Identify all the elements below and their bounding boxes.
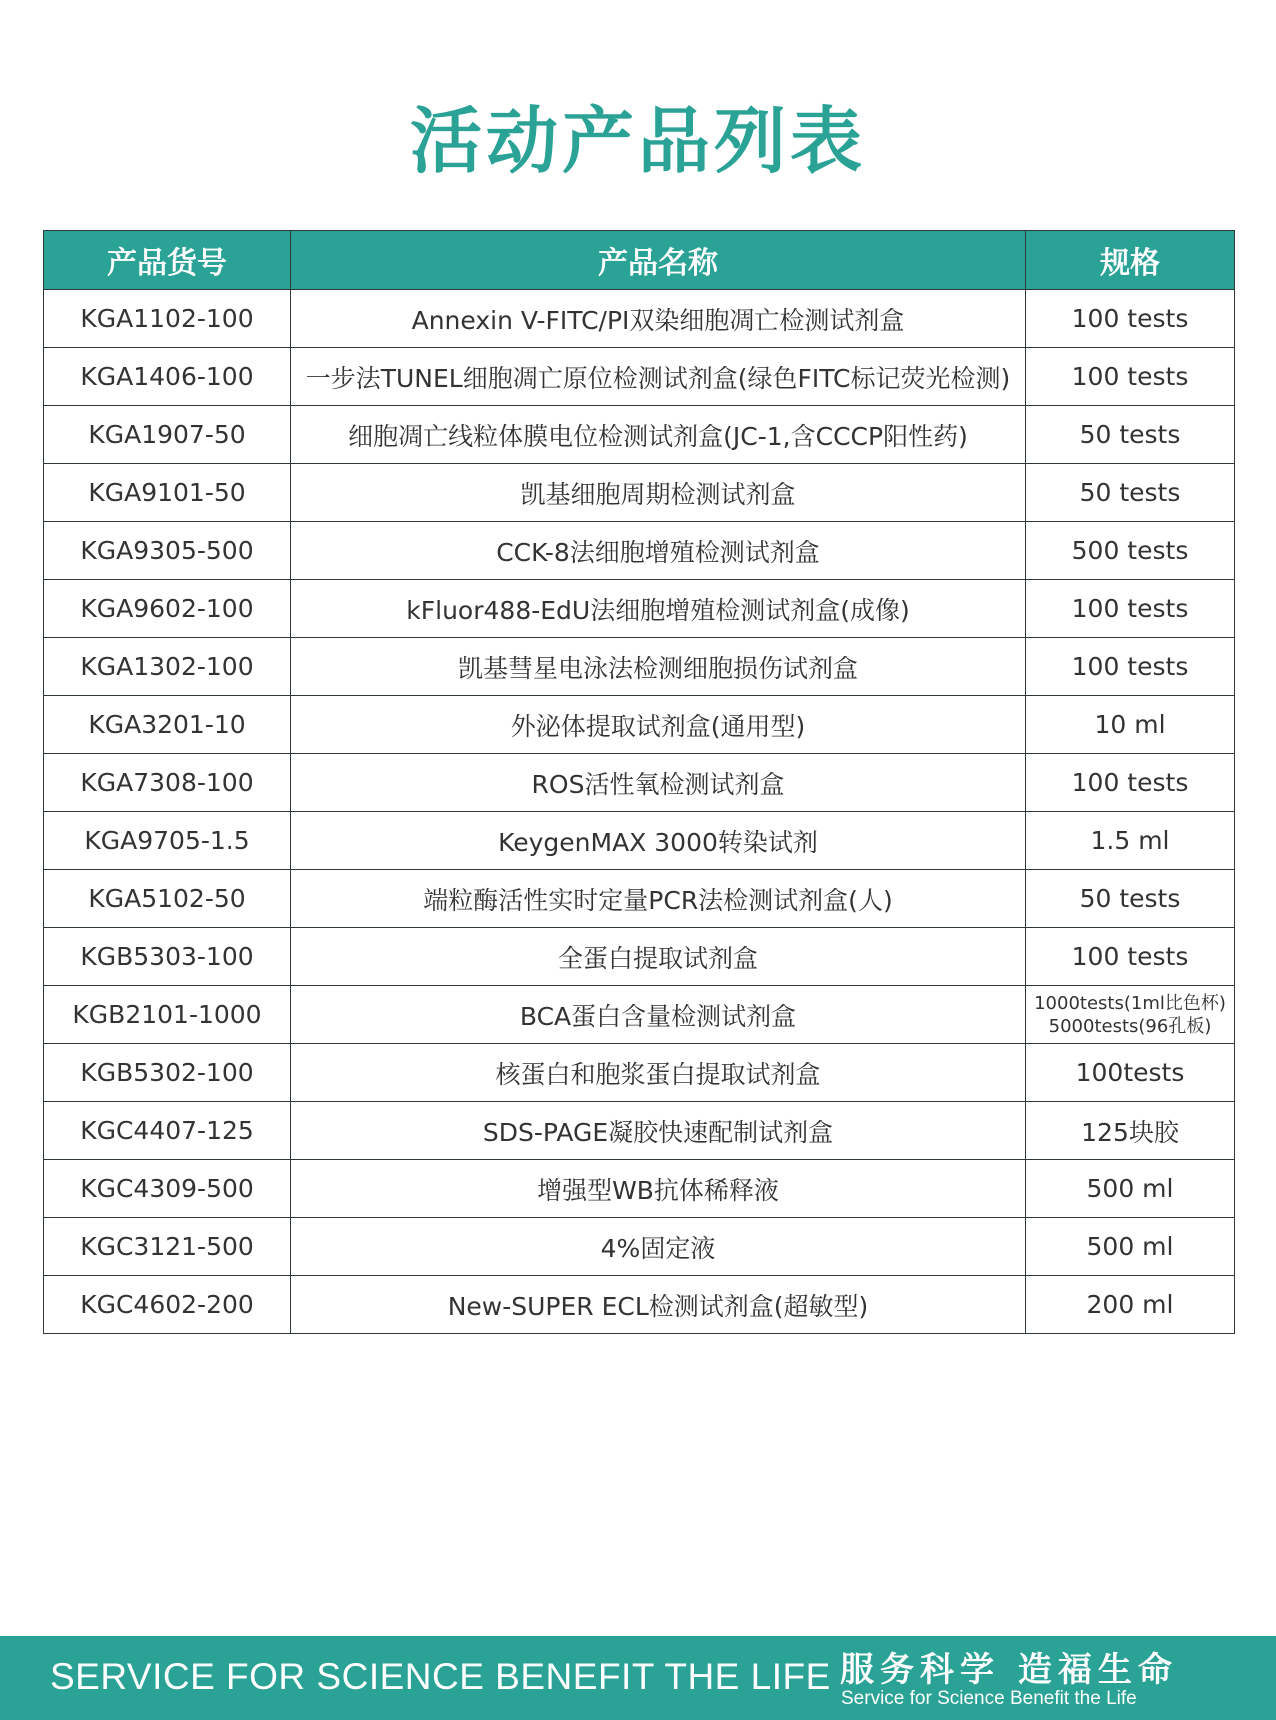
cell-product-code: KGC4309-500 xyxy=(44,1160,291,1218)
spec-line: 100 tests xyxy=(1071,652,1189,681)
cell-product-name: New-SUPER ECL检测试剂盒(超敏型) xyxy=(291,1276,1026,1334)
cell-product-code: KGA3201-10 xyxy=(44,696,291,754)
spec-line: 5000tests(96孔板) xyxy=(1048,1015,1212,1037)
table-row xyxy=(44,1218,1235,1276)
table-row xyxy=(44,348,1235,406)
cell-product-name: 凯基彗星电泳法检测细胞损伤试剂盒 xyxy=(291,638,1026,696)
cell-product-name: 一步法TUNEL细胞凋亡原位检测试剂盒(绿色FITC标记荧光检测) xyxy=(291,348,1026,406)
table-row xyxy=(44,812,1235,870)
table-header-row xyxy=(44,231,1235,290)
cell-spec xyxy=(1026,928,1235,986)
product-table xyxy=(43,230,1235,1334)
table-row xyxy=(44,638,1235,696)
spec-line: 100 tests xyxy=(1071,594,1189,623)
cell-product-code: KGA7308-100 xyxy=(44,754,291,812)
cell-product-code: KGA9602-100 xyxy=(44,580,291,638)
cell-product-name: 增强型WB抗体稀释液 xyxy=(291,1160,1026,1218)
spec-line: 100 tests xyxy=(1071,362,1189,391)
cell-product-code: KGA1907-50 xyxy=(44,406,291,464)
spec-line: 100 tests xyxy=(1071,304,1189,333)
table-row xyxy=(44,406,1235,464)
spec-line: 100tests xyxy=(1075,1058,1185,1087)
cell-spec xyxy=(1026,464,1235,522)
cell-spec xyxy=(1026,1160,1235,1218)
cell-product-code: KGB5302-100 xyxy=(44,1044,291,1102)
spec-line: 50 tests xyxy=(1079,478,1181,507)
spec-line: 50 tests xyxy=(1079,884,1181,913)
cell-product-code: KGA9101-50 xyxy=(44,464,291,522)
cell-product-name: 全蛋白提取试剂盒 xyxy=(291,928,1026,986)
cell-product-name: 4%固定液 xyxy=(291,1218,1026,1276)
cell-product-code: KGA9705-1.5 xyxy=(44,812,291,870)
cell-product-name: SDS-PAGE凝胶快速配制试剂盒 xyxy=(291,1102,1026,1160)
footer-slogan-cn: 服务科学 造福生命 xyxy=(840,1650,1178,1690)
cell-product-name: 细胞凋亡线粒体膜电位检测试剂盒(JC-1,含CCCP阳性药) xyxy=(291,406,1026,464)
cell-product-code: KGB2101-1000 xyxy=(44,986,291,1044)
table-row xyxy=(44,696,1235,754)
cell-product-name: KeygenMAX 3000转染试剂 xyxy=(291,812,1026,870)
cell-product-code: KGC4407-125 xyxy=(44,1102,291,1160)
cell-product-name: kFluor488-EdU法细胞增殖检测试剂盒(成像) xyxy=(291,580,1026,638)
cell-product-name: 核蛋白和胞浆蛋白提取试剂盒 xyxy=(291,1044,1026,1102)
cell-product-code: KGC3121-500 xyxy=(44,1218,291,1276)
table-row xyxy=(44,1160,1235,1218)
table-row xyxy=(44,928,1235,986)
spec-line: 500 ml xyxy=(1086,1232,1174,1261)
cell-spec xyxy=(1026,986,1235,1044)
cell-product-code: KGA9305-500 xyxy=(44,522,291,580)
cell-product-code: KGA5102-50 xyxy=(44,870,291,928)
cell-product-code: KGB5303-100 xyxy=(44,928,291,986)
cell-product-name: 外泌体提取试剂盒(通用型) xyxy=(291,696,1026,754)
table-row xyxy=(44,290,1235,348)
spec-line: 1.5 ml xyxy=(1090,826,1170,855)
spec-line: 200 ml xyxy=(1086,1290,1174,1319)
cell-product-name: Annexin V-FITC/PI双染细胞凋亡检测试剂盒 xyxy=(291,290,1026,348)
spec-line: 125块胶 xyxy=(1081,1117,1179,1147)
cell-spec xyxy=(1026,1218,1235,1276)
cell-spec xyxy=(1026,870,1235,928)
spec-line: 10 ml xyxy=(1094,710,1166,739)
table-row xyxy=(44,1102,1235,1160)
cell-spec xyxy=(1026,696,1235,754)
spec-line: 100 tests xyxy=(1071,768,1189,797)
table-row xyxy=(44,1276,1235,1334)
spec-line: 500 tests xyxy=(1071,536,1189,565)
header-product-name: 产品名称 xyxy=(291,231,1026,290)
table-row xyxy=(44,754,1235,812)
table-body xyxy=(44,290,1235,1334)
footer-bar xyxy=(0,1636,1276,1720)
header-product-code: 产品货号 xyxy=(44,231,291,290)
cell-spec xyxy=(1026,1276,1235,1334)
cell-product-name: CCK-8法细胞增殖检测试剂盒 xyxy=(291,522,1026,580)
table-row xyxy=(44,464,1235,522)
cell-spec xyxy=(1026,812,1235,870)
table-row xyxy=(44,870,1235,928)
cell-product-code: KGA1406-100 xyxy=(44,348,291,406)
cell-product-code: KGA1302-100 xyxy=(44,638,291,696)
cell-spec xyxy=(1026,1044,1235,1102)
cell-spec xyxy=(1026,406,1235,464)
spec-line: 1000tests(1ml比色杯) xyxy=(1034,992,1226,1014)
cell-spec xyxy=(1026,638,1235,696)
cell-spec xyxy=(1026,1102,1235,1160)
cell-spec xyxy=(1026,290,1235,348)
footer-slogan-sub: Service for Science Benefit the Life xyxy=(841,1688,1137,1709)
table-row xyxy=(44,1044,1235,1102)
cell-product-name: 凯基细胞周期检测试剂盒 xyxy=(291,464,1026,522)
spec-line: 50 tests xyxy=(1079,420,1181,449)
page-title: 活动产品列表 xyxy=(409,99,866,183)
spec-line: 500 ml xyxy=(1086,1174,1174,1203)
cell-spec xyxy=(1026,580,1235,638)
footer-slogan-en: SERVICE FOR SCIENCE BENEFIT THE LIFE xyxy=(50,1656,831,1697)
cell-product-name: 端粒酶活性实时定量PCR法检测试剂盒(人) xyxy=(291,870,1026,928)
spec-line: 100 tests xyxy=(1071,942,1189,971)
cell-product-name: BCA蛋白含量检测试剂盒 xyxy=(291,986,1026,1044)
cell-product-code: KGA1102-100 xyxy=(44,290,291,348)
header-spec: 规格 xyxy=(1026,231,1235,290)
cell-spec xyxy=(1026,522,1235,580)
cell-product-name: ROS活性氧检测试剂盒 xyxy=(291,754,1026,812)
table-row xyxy=(44,986,1235,1044)
table-row xyxy=(44,580,1235,638)
cell-spec xyxy=(1026,754,1235,812)
cell-product-code: KGC4602-200 xyxy=(44,1276,291,1334)
cell-spec xyxy=(1026,348,1235,406)
table-row xyxy=(44,522,1235,580)
